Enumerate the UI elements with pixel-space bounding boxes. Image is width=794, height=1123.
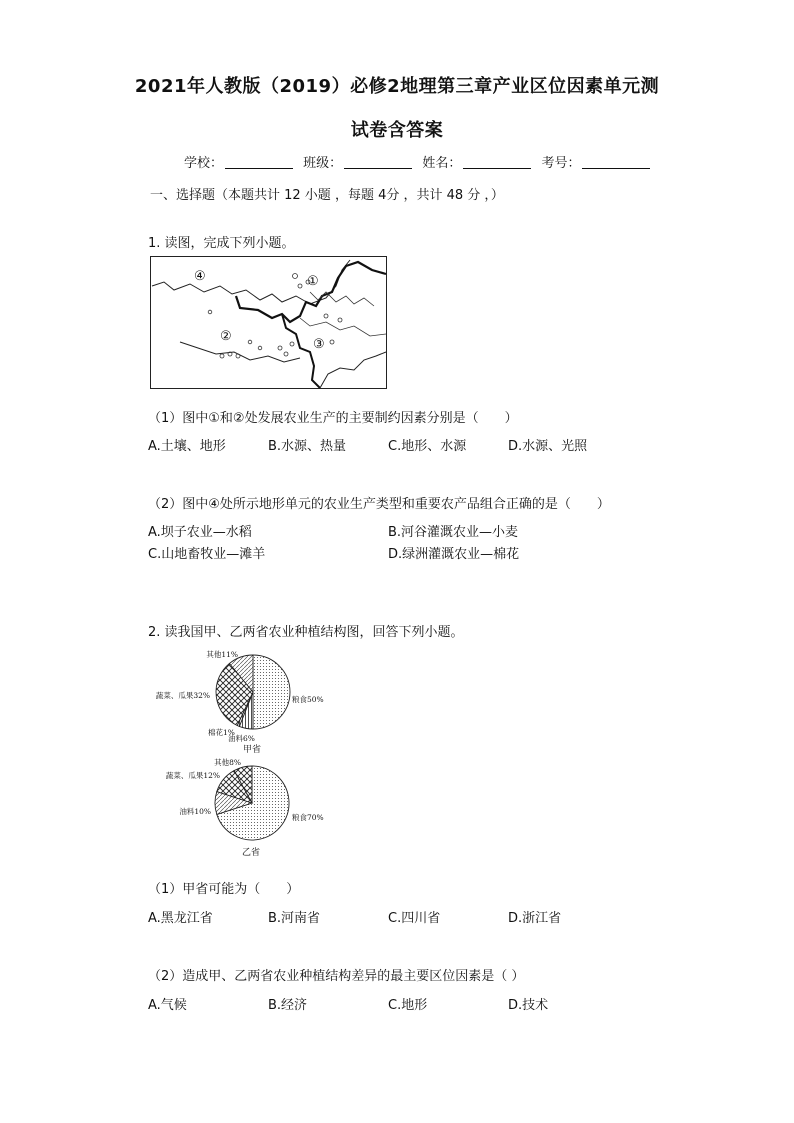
option-q2-1-b[interactable]: B.河南省 bbox=[268, 911, 321, 926]
section-heading: 一、选择题（本题共计 12 小题 ，每题 4分 ，共计 48 分 ，） bbox=[150, 188, 504, 203]
option-q1-2-a[interactable]: A.坝子农业—水稻 bbox=[148, 525, 252, 540]
option-q2-2-b[interactable]: B.经济 bbox=[268, 998, 308, 1013]
option-q1-2-d[interactable]: D.绿洲灌溉农业—棉花 bbox=[388, 547, 520, 562]
option-q1-2-b[interactable]: B.河谷灌溉农业—小麦 bbox=[388, 525, 519, 540]
map-label-1: ① bbox=[307, 274, 319, 289]
page-title: 2021年人教版（2019）必修2地理第三章产业区位因素单元测 bbox=[134, 76, 660, 97]
pie-0-label-0: 粮食50% bbox=[292, 695, 324, 704]
question-1-1-stem: （1）图中①和②处发展农业生产的主要制约因素分别是（ ） bbox=[148, 411, 518, 426]
option-q1-1-a[interactable]: A.土壤、地形 bbox=[148, 439, 226, 454]
school-label: 学校： bbox=[184, 156, 224, 171]
question-1-2-stem: （2）图中④处所示地形单元的农业生产类型和重要农产品组合正确的是（ ） bbox=[148, 497, 610, 512]
number-blank[interactable] bbox=[582, 154, 650, 169]
student-info-line bbox=[184, 152, 656, 171]
question-1-stem: 1. 读图，完成下列小题。 bbox=[148, 236, 295, 251]
name-label: 姓名： bbox=[422, 156, 462, 171]
pie-0-label-1: 油料6% bbox=[228, 734, 255, 743]
class-label: 班级： bbox=[303, 156, 343, 171]
pie-charts-figure bbox=[148, 644, 348, 860]
option-q1-1-c[interactable]: C.地形、水源 bbox=[388, 439, 467, 454]
question-2-1-stem: （1）甲省可能为（ ） bbox=[148, 882, 300, 897]
pie-1-label-0: 粮食70% bbox=[292, 813, 324, 822]
map-label-3: ③ bbox=[313, 337, 325, 352]
pie-0-label-4: 其他11% bbox=[206, 650, 238, 659]
option-q1-2-c[interactable]: C.山地畜牧业—滩羊 bbox=[148, 547, 266, 562]
pie-chart-yi bbox=[166, 757, 324, 858]
map-label-4: ④ bbox=[194, 269, 206, 284]
pie-chart-jia bbox=[156, 649, 324, 755]
option-q1-1-b[interactable]: B.水源、热量 bbox=[268, 439, 347, 454]
option-q2-1-c[interactable]: C.四川省 bbox=[388, 911, 441, 926]
pie-1-label-3: 其他8% bbox=[214, 758, 241, 767]
class-blank[interactable] bbox=[344, 154, 412, 169]
pie-1-label-2: 蔬菜、瓜果12% bbox=[165, 771, 220, 780]
pie-0-title: 甲省 bbox=[242, 745, 262, 755]
option-q2-2-a[interactable]: A.气候 bbox=[148, 998, 187, 1013]
page-title-line2: 试卷含答案 bbox=[350, 120, 444, 141]
question-2-stem: 2. 读我国甲、乙两省农业种植结构图，回答下列小题。 bbox=[148, 625, 464, 640]
question-2-2-stem: （2）造成甲、乙两省农业种植结构差异的最主要区位因素是（ ） bbox=[148, 969, 525, 984]
school-blank[interactable] bbox=[225, 154, 293, 169]
pie-0-slice-0 bbox=[253, 655, 290, 729]
option-q1-1-d[interactable]: D.水源、光照 bbox=[508, 439, 588, 454]
terrain-map-figure bbox=[150, 256, 388, 390]
pie-0-label-2: 棉花1% bbox=[208, 728, 235, 737]
pie-1-label-1: 油料10% bbox=[179, 807, 211, 816]
map-label-2: ② bbox=[220, 329, 232, 344]
option-q2-2-d[interactable]: D.技术 bbox=[508, 998, 549, 1013]
option-q2-2-c[interactable]: C.地形 bbox=[388, 998, 428, 1013]
pie-0-label-3: 蔬菜、瓜果32% bbox=[155, 691, 210, 700]
number-label: 考号： bbox=[541, 156, 581, 171]
pie-1-title: 乙省 bbox=[241, 848, 261, 858]
option-q2-1-a[interactable]: A.黑龙江省 bbox=[148, 911, 213, 926]
name-blank[interactable] bbox=[463, 154, 531, 169]
option-q2-1-d[interactable]: D.浙江省 bbox=[508, 911, 562, 926]
